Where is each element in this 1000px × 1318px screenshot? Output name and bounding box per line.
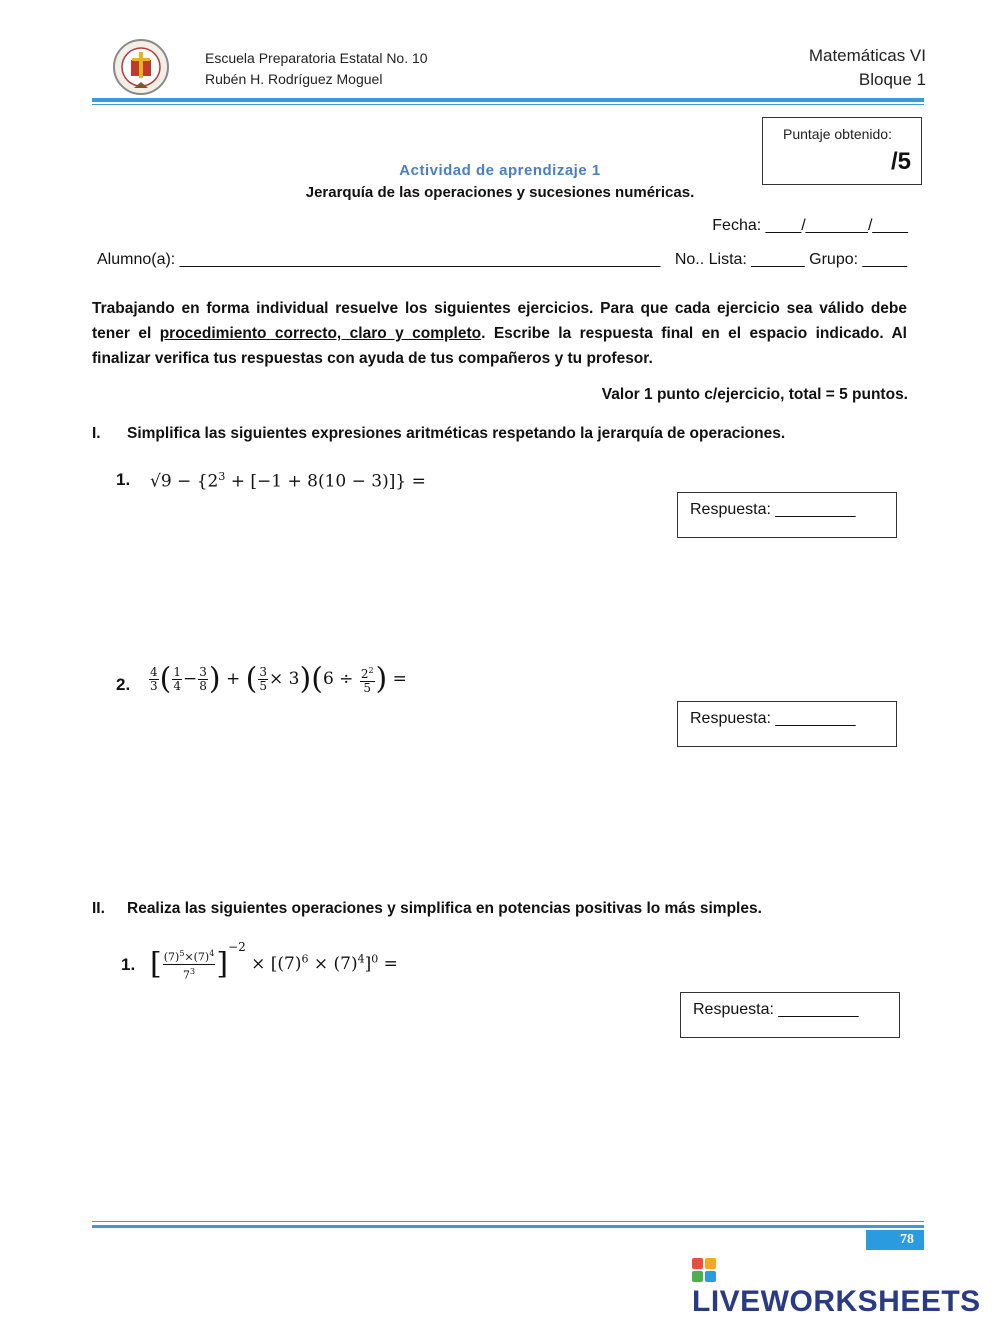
- instructions-part2: . Escribe la respuesta final en el espacio indicado. Al finalizar verifica tus respuestas con ayuda de tus compañeros y tu profesor.: [92, 325, 907, 367]
- instructions-underlined: procedimiento correcto, claro y completo: [159, 325, 482, 342]
- activity-title: Actividad de aprendizaje 1: [399, 162, 601, 179]
- exercise-1-2-number: 2.: [116, 675, 131, 694]
- footer-divider-thin: [92, 1221, 924, 1222]
- school-name: [205, 48, 428, 90]
- exercise-1-2-expression: $\frac{4}{3}$ ( $\frac{1}{4}$ − $\frac{3}{8}$ ) + ( $\frac{3}{5}$ × 3)(6 ÷ $\frac{2^2}{5}$ ) =: [150, 661, 407, 697]
- liveworksheets-text: LIVEWORKSHEETS: [692, 1285, 981, 1318]
- subject-name: Matemáticas VI: [808, 46, 926, 65]
- score-value: /5: [890, 148, 911, 175]
- date-field[interactable]: Fecha: ____/_______/____: [712, 217, 908, 234]
- instructions-part1: Trabajando en forma individual resuelve los siguientes ejercicios. Para que cada ejercicio sea válido debe tener el: [92, 300, 907, 342]
- header-divider: [92, 98, 924, 102]
- section-1-heading: [92, 425, 785, 443]
- answer-box-2-1[interactable]: Respuesta: _________: [680, 992, 900, 1038]
- answer-box-1-1[interactable]: Respuesta: _________: [677, 492, 897, 538]
- list-group-field[interactable]: No.. Lista: ______ Grupo: _____: [674, 251, 907, 268]
- subject-block: [809, 44, 926, 92]
- section-1-title: Simplifica las siguientes expresiones aritméticas respetando la jerarquía de operaciones.: [127, 425, 786, 442]
- school-line-1: Escuela Preparatoria Estatal No. 10: [205, 50, 428, 66]
- school-logo: [112, 38, 170, 96]
- section-2-title: Realiza las siguientes operaciones y simplifica en potencias positivas lo más simples.: [127, 900, 762, 917]
- section-2-heading: [92, 900, 762, 918]
- section-1-number: I.: [92, 425, 101, 442]
- exercise-1-1-number: 1.: [116, 470, 131, 489]
- points-value: Valor 1 punto c/ejercicio, total = 5 puntos.: [601, 386, 908, 403]
- page-number: 78: [866, 1230, 924, 1250]
- footer-divider: [92, 1225, 924, 1228]
- exercise-2-1-expression: [ $\frac{(7)^5\times(7)^4}{7^3}$ ]$^{-2} \times [(7)^6 \times (7)^4]^0$ =: [150, 940, 398, 982]
- block-name: Bloque 1: [858, 70, 926, 89]
- exercise-1-1-expression: $√9 - \{2^3 + [-1 + 8(10 - 3)]\}$ =: [150, 470, 426, 492]
- liveworksheets-logo: [692, 1254, 1000, 1318]
- school-line-2: Rubén H. Rodríguez Moguel: [205, 71, 383, 87]
- student-name-field[interactable]: Alumno(a): ______________________________________________________: [97, 251, 661, 268]
- score-label: Puntaje obtenido:: [783, 126, 892, 142]
- header-divider-thin: [92, 104, 924, 105]
- answer-box-1-2[interactable]: Respuesta: _________: [677, 701, 897, 747]
- activity-subtitle: Jerarquía de las operaciones y sucesiones numéricas.: [305, 184, 695, 201]
- student-row: [97, 251, 907, 269]
- section-2-number: II.: [92, 900, 105, 917]
- liveworksheets-icon: [692, 1257, 716, 1281]
- exercise-2-1-number: 1.: [121, 955, 136, 974]
- instructions: [92, 296, 907, 371]
